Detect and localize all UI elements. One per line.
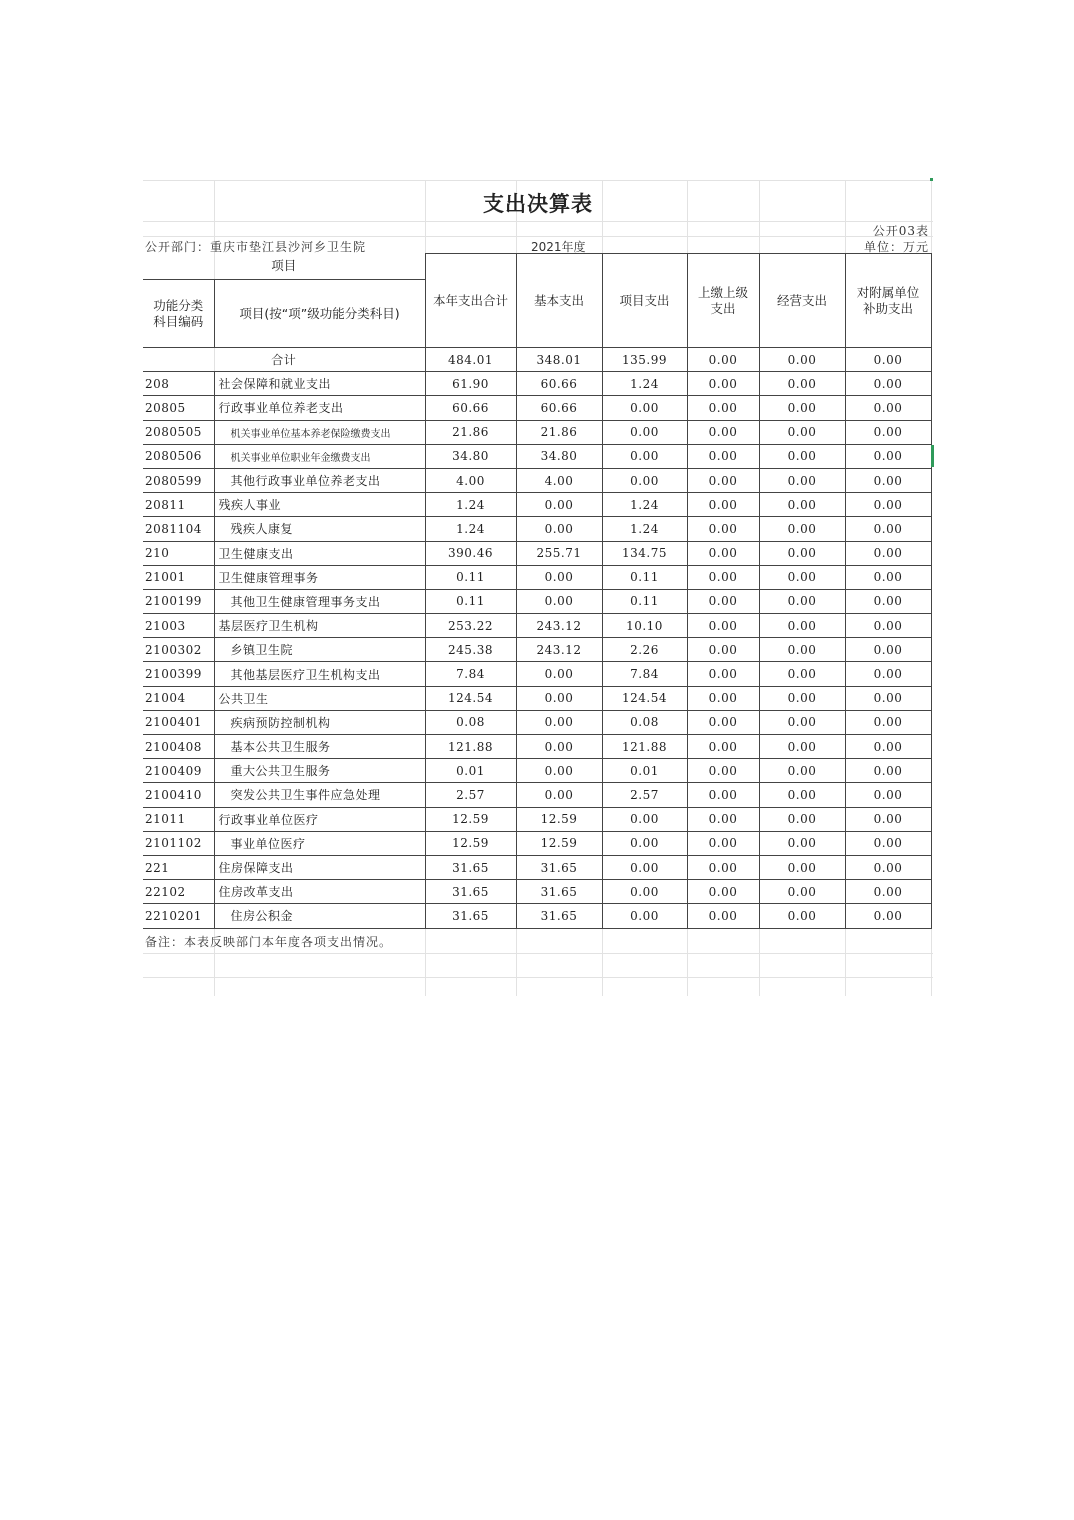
row-value: 253.22	[425, 614, 516, 638]
table-row	[143, 880, 931, 904]
row-value: 0.00	[845, 880, 931, 904]
row-value: 0.00	[759, 589, 845, 613]
row-name: 机关事业单位职业年金缴费支出	[214, 444, 425, 468]
row-value: 12.59	[516, 807, 602, 831]
row-value: 0.00	[516, 517, 602, 541]
table-row	[143, 638, 931, 662]
grid-line	[143, 977, 933, 978]
table-row	[143, 589, 931, 613]
row-value: 0.00	[759, 493, 845, 517]
row-name: 突发公共卫生事件应急处理	[214, 783, 425, 807]
row-name: 基层医疗卫生机构	[214, 614, 425, 638]
row-value: 0.00	[687, 807, 759, 831]
row-value: 0.00	[759, 904, 845, 928]
row-value: 0.00	[687, 710, 759, 734]
row-value: 243.12	[516, 614, 602, 638]
row-code: 2100302	[143, 638, 214, 662]
row-name: 事业单位医疗	[214, 831, 425, 855]
row-code: 2081104	[143, 517, 214, 541]
row-name: 残疾人事业	[214, 493, 425, 517]
total-cell: 135.99	[602, 348, 687, 372]
header-code: 功能分类 科目编码	[143, 280, 214, 348]
row-name: 其他卫生健康管理事务支出	[214, 589, 425, 613]
table-row	[143, 662, 931, 686]
row-value: 0.01	[425, 759, 516, 783]
row-code: 2100199	[143, 589, 214, 613]
table-body	[143, 348, 931, 929]
row-name: 其他基层医疗卫生机构支出	[214, 662, 425, 686]
row-value: 0.00	[516, 589, 602, 613]
row-value: 1.24	[602, 517, 687, 541]
row-value: 0.00	[845, 735, 931, 759]
row-value: 0.00	[759, 662, 845, 686]
row-code: 20805	[143, 396, 214, 420]
row-code: 2100409	[143, 759, 214, 783]
row-value: 134.75	[602, 541, 687, 565]
row-name: 行政事业单位养老支出	[214, 396, 425, 420]
row-value: 31.65	[516, 855, 602, 879]
row-value: 0.00	[687, 372, 759, 396]
row-value: 0.00	[759, 807, 845, 831]
row-name: 其他行政事业单位养老支出	[214, 468, 425, 492]
row-value: 1.24	[602, 372, 687, 396]
row-value: 0.00	[687, 735, 759, 759]
row-code: 21004	[143, 686, 214, 710]
spreadsheet-sheet	[143, 180, 933, 996]
row-value: 0.00	[516, 735, 602, 759]
row-name: 机关事业单位基本养老保险缴费支出	[214, 420, 425, 444]
row-value: 121.88	[425, 735, 516, 759]
row-value: 0.00	[687, 589, 759, 613]
row-value: 31.65	[425, 855, 516, 879]
row-name: 住房改革支出	[214, 880, 425, 904]
row-value: 0.00	[687, 904, 759, 928]
row-value: 0.00	[516, 686, 602, 710]
row-name: 社会保障和就业支出	[214, 372, 425, 396]
row-value: 0.00	[602, 444, 687, 468]
row-value: 121.88	[602, 735, 687, 759]
row-value: 0.00	[759, 468, 845, 492]
grid-line	[143, 236, 933, 237]
row-code: 2100401	[143, 710, 214, 734]
row-value: 0.00	[845, 614, 931, 638]
row-value: 0.00	[687, 614, 759, 638]
row-value: 0.11	[602, 565, 687, 589]
row-value: 0.11	[602, 589, 687, 613]
row-value: 0.00	[516, 759, 602, 783]
row-value: 0.00	[687, 493, 759, 517]
row-value: 0.00	[687, 638, 759, 662]
row-value: 0.00	[845, 541, 931, 565]
table-row	[143, 710, 931, 734]
row-value: 0.11	[425, 589, 516, 613]
row-value: 0.00	[687, 880, 759, 904]
row-value: 0.00	[516, 493, 602, 517]
row-value: 34.80	[425, 444, 516, 468]
row-value: 0.00	[759, 444, 845, 468]
row-name: 乡镇卫生院	[214, 638, 425, 662]
total-cell: 0.00	[845, 348, 931, 372]
row-value: 0.00	[759, 638, 845, 662]
row-value: 243.12	[516, 638, 602, 662]
grid-line	[143, 221, 933, 222]
total-cell: 0.00	[687, 348, 759, 372]
header-item-group: 项目	[143, 254, 425, 280]
row-code: 22102	[143, 880, 214, 904]
row-name: 住房公积金	[214, 904, 425, 928]
table-row	[143, 614, 931, 638]
row-value: 124.54	[425, 686, 516, 710]
row-value: 1.24	[425, 517, 516, 541]
row-name: 疾病预防控制机构	[214, 710, 425, 734]
row-value: 4.00	[516, 468, 602, 492]
table-row	[143, 855, 931, 879]
row-value: 12.59	[516, 831, 602, 855]
row-value: 0.01	[602, 759, 687, 783]
row-value: 0.00	[516, 565, 602, 589]
total-cell: 484.01	[425, 348, 516, 372]
row-value: 0.00	[602, 880, 687, 904]
row-name: 行政事业单位医疗	[214, 807, 425, 831]
row-value: 2.57	[425, 783, 516, 807]
row-value: 0.08	[425, 710, 516, 734]
row-value: 60.66	[516, 372, 602, 396]
row-value: 31.65	[516, 904, 602, 928]
row-value: 0.00	[759, 855, 845, 879]
row-value: 0.00	[759, 614, 845, 638]
row-code: 210	[143, 541, 214, 565]
row-name: 卫生健康管理事务	[214, 565, 425, 589]
row-value: 0.00	[845, 396, 931, 420]
row-value: 12.59	[425, 807, 516, 831]
header-subsidy: 对附属单位 补助支出	[845, 254, 931, 348]
form-number: 公开03表	[872, 224, 929, 238]
row-value: 0.00	[602, 831, 687, 855]
row-value: 0.00	[845, 565, 931, 589]
expenditure-table	[143, 253, 932, 929]
row-value: 12.59	[425, 831, 516, 855]
table-row	[143, 831, 931, 855]
row-value: 60.66	[425, 396, 516, 420]
row-value: 0.00	[845, 662, 931, 686]
row-value: 0.00	[759, 565, 845, 589]
row-code: 2100408	[143, 735, 214, 759]
row-value: 0.00	[687, 444, 759, 468]
grid-line	[143, 180, 933, 181]
row-value: 0.00	[845, 904, 931, 928]
row-value: 31.65	[516, 880, 602, 904]
row-value: 0.00	[687, 855, 759, 879]
row-code: 2101102	[143, 831, 214, 855]
page-title: 支出决算表	[483, 192, 593, 216]
header-basic: 基本支出	[516, 254, 602, 348]
row-value: 0.00	[845, 783, 931, 807]
row-value: 2.26	[602, 638, 687, 662]
row-value: 0.00	[845, 855, 931, 879]
cell-selection-edge	[931, 445, 934, 467]
row-value: 7.84	[602, 662, 687, 686]
row-value: 0.00	[759, 396, 845, 420]
row-value: 0.00	[516, 783, 602, 807]
table-row	[143, 735, 931, 759]
row-value: 0.00	[845, 710, 931, 734]
row-value: 0.00	[602, 468, 687, 492]
header-total: 本年支出合计	[425, 254, 516, 348]
row-value: 390.46	[425, 541, 516, 565]
table-row	[143, 372, 931, 396]
row-value: 0.00	[516, 710, 602, 734]
row-value: 0.00	[687, 468, 759, 492]
row-value: 0.00	[687, 759, 759, 783]
row-value: 0.00	[845, 807, 931, 831]
row-value: 0.00	[845, 420, 931, 444]
row-value: 0.00	[759, 831, 845, 855]
row-code: 2210201	[143, 904, 214, 928]
row-value: 0.00	[759, 420, 845, 444]
row-value: 0.00	[845, 638, 931, 662]
row-value: 31.65	[425, 880, 516, 904]
row-value: 0.00	[687, 565, 759, 589]
table-note: 备注：本表反映部门本年度各项支出情况。	[145, 935, 393, 949]
table-row	[143, 565, 931, 589]
row-code: 2080599	[143, 468, 214, 492]
table-row	[143, 686, 931, 710]
row-code: 2080505	[143, 420, 214, 444]
row-value: 0.00	[602, 807, 687, 831]
row-value: 0.00	[759, 880, 845, 904]
row-value: 21.86	[516, 420, 602, 444]
row-name: 卫生健康支出	[214, 541, 425, 565]
row-value: 0.00	[759, 686, 845, 710]
row-value: 2.57	[602, 783, 687, 807]
grid-line	[143, 953, 933, 954]
row-name: 公共卫生	[214, 686, 425, 710]
table-row	[143, 493, 931, 517]
row-code: 20811	[143, 493, 214, 517]
row-value: 0.00	[687, 517, 759, 541]
table-row	[143, 759, 931, 783]
unit-label: 单位：万元	[863, 240, 929, 254]
row-value: 0.00	[845, 372, 931, 396]
row-name: 重大公共卫生服务	[214, 759, 425, 783]
row-value: 0.00	[845, 686, 931, 710]
row-value: 0.00	[687, 396, 759, 420]
row-value: 0.00	[759, 735, 845, 759]
table-row	[143, 517, 931, 541]
header-project: 项目支出	[602, 254, 687, 348]
fiscal-year: 2021年度	[531, 240, 586, 254]
row-value: 0.00	[687, 686, 759, 710]
table-row	[143, 904, 931, 928]
row-value: 0.00	[602, 396, 687, 420]
cell-selection-corner	[930, 178, 933, 181]
table-row	[143, 444, 931, 468]
row-value: 0.00	[845, 831, 931, 855]
department-label: 公开部门：重庆市垫江县沙河乡卫生院	[145, 240, 367, 254]
row-code: 2100399	[143, 662, 214, 686]
row-name: 基本公共卫生服务	[214, 735, 425, 759]
row-value: 0.00	[759, 759, 845, 783]
row-value: 0.00	[845, 759, 931, 783]
row-value: 245.38	[425, 638, 516, 662]
row-value: 0.00	[602, 420, 687, 444]
row-value: 21.86	[425, 420, 516, 444]
row-value: 0.00	[602, 855, 687, 879]
row-value: 0.11	[425, 565, 516, 589]
total-cell: 348.01	[516, 348, 602, 372]
table-row	[143, 807, 931, 831]
row-value: 61.90	[425, 372, 516, 396]
row-name: 残疾人康复	[214, 517, 425, 541]
row-value: 0.00	[759, 710, 845, 734]
row-value: 34.80	[516, 444, 602, 468]
table-row	[143, 783, 931, 807]
row-value: 1.24	[425, 493, 516, 517]
row-value: 4.00	[425, 468, 516, 492]
header-upper: 上缴上级 支出	[687, 254, 759, 348]
row-value: 124.54	[602, 686, 687, 710]
row-value: 0.00	[687, 831, 759, 855]
row-code: 21011	[143, 807, 214, 831]
total-row	[143, 348, 931, 372]
row-value: 0.00	[759, 541, 845, 565]
table-row	[143, 396, 931, 420]
row-value: 1.24	[602, 493, 687, 517]
row-value: 7.84	[425, 662, 516, 686]
row-value: 31.65	[425, 904, 516, 928]
row-value: 0.00	[845, 493, 931, 517]
total-cell: 0.00	[759, 348, 845, 372]
row-value: 0.00	[759, 372, 845, 396]
table-row	[143, 420, 931, 444]
row-code: 208	[143, 372, 214, 396]
header-name: 项目(按“项”级功能分类科目)	[214, 280, 425, 348]
row-value: 0.00	[602, 904, 687, 928]
row-value: 0.00	[516, 662, 602, 686]
row-value: 0.00	[845, 517, 931, 541]
row-value: 0.00	[759, 783, 845, 807]
row-value: 10.10	[602, 614, 687, 638]
row-value: 0.00	[845, 468, 931, 492]
row-value: 0.00	[687, 420, 759, 444]
row-code: 21003	[143, 614, 214, 638]
row-code: 221	[143, 855, 214, 879]
row-value: 255.71	[516, 541, 602, 565]
table-row	[143, 541, 931, 565]
row-value: 0.00	[687, 541, 759, 565]
row-value: 0.00	[687, 662, 759, 686]
row-name: 住房保障支出	[214, 855, 425, 879]
total-label: 合计	[143, 348, 425, 372]
header-operating: 经营支出	[759, 254, 845, 348]
row-value: 0.08	[602, 710, 687, 734]
row-code: 2080506	[143, 444, 214, 468]
row-code: 2100410	[143, 783, 214, 807]
row-code: 21001	[143, 565, 214, 589]
table-row	[143, 468, 931, 492]
row-value: 60.66	[516, 396, 602, 420]
row-value: 0.00	[845, 444, 931, 468]
row-value: 0.00	[687, 783, 759, 807]
row-value: 0.00	[759, 517, 845, 541]
row-value: 0.00	[845, 589, 931, 613]
